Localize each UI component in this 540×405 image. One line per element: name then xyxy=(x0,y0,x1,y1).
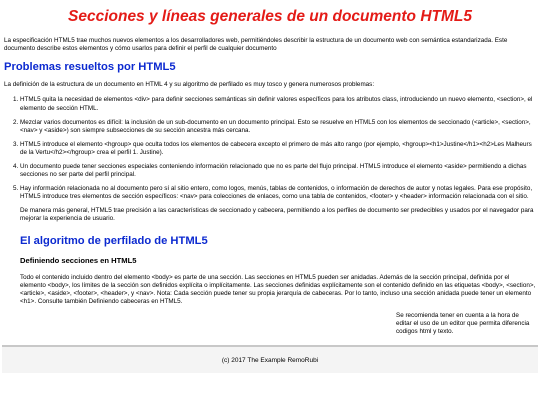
page-footer xyxy=(2,345,538,373)
list-item: 1. HTML5 quita la necesidad de elementos <div> para definir secciones semánticas sin definir valores específicos para los atributos class, introduciendo un nuevo elemento, <section>, el elemento de sección HTML. xyxy=(20,96,536,112)
list-item: 5. Hay información relacionada no al documento pero sí al sitio entero, como logos, menús, tablas de contenidos, o información de derechos de autor y notas legales. Para ese propósito, HTML5 introduce tres elementos de sección específicos: <nav> para colecciones de enlaces, como una tabla de contenidos, <footer> y <header> información relacionada con el sitio. xyxy=(20,185,536,201)
algorithm-heading: El algoritmo de perfilado de HTML5 xyxy=(20,234,208,247)
page-title: Secciones y líneas generales de un documento HTML5 xyxy=(68,8,472,25)
problems-lead: La definición de la estructura de un documento en HTML 4 y su algoritmo de perfilado es muy tosco y genera numerosos problemas: xyxy=(4,81,375,89)
problems-summary: De manera más general, HTML5 trae precisión a las características de seccionado y cabecera, permitiendo a los perfiles de documento ser predecibles y usados por el navegador para mejorar la experiencia de usuario. xyxy=(20,207,534,223)
problems-section xyxy=(4,60,536,223)
editor-note-aside: Se recomienda tener en cuenta a la hora de editar el uso de un editor que permita diferencia codigos html y texto. xyxy=(396,312,530,335)
algorithm-subheading: Definiendo secciones en HTML5 xyxy=(20,255,137,265)
intro-paragraph: La especificación HTML5 trae muchos nuevos elementos a los desarrolladores web, permitiéndoles describir la estructura de un documento web con semántica estandarizada. Este documento describe estos elementos y cómo usarlos para definir el perfil de cualquier documento xyxy=(4,37,508,53)
problems-list xyxy=(4,96,536,201)
list-item: 2. Mezclar varios documentos es difícil: la inclusión de un sub-documento en un documento principal. Esto se resuelve en HTML5 con los elementos de seccionado (<article>, <section>, <nav> y <aside>) son siempre subsecciones de su sección ancestra más cercana. xyxy=(20,119,536,135)
list-item: 4. Un documento puede tener secciones especiales conteniendo información relacionado que no es parte del flujo principal. HTML5 introduce el elemento <aside> permitiendo a dichas secciones no ser parte del perfil principal. xyxy=(20,163,536,179)
list-item: 3. HTML5 introduce el elemento <hgroup> que oculta todos los elementos de cabecera excepto el primero de más alto rango (por ejemplo, <hgroup><h1>Justine</h1><h2>Les Malheurs de la Vertu</h2></hgroup> crea el perfil 1. Justine). xyxy=(20,141,536,157)
problems-heading: Problemas resueltos por HTML5 xyxy=(4,61,176,74)
copyright-text: (c) 2017 The Example RemoRubi xyxy=(221,357,319,364)
algorithm-paragraph: Todo el contenido incluido dentro del elemento <body> es parte de una sección. Las secciones en HTML5 pueden ser anidadas. Además de la sección principal, definida por el elemento <body>, los límites de la sección son definidos explícita o implícitamente. Las secciones definidas explícitamente son el contenido definido en las etiquetas <body>, <section>, <article>, <aside>, <footer>, <header>, y <nav>. Nota: Cada sección puede tener su propia jerarquía de cabeceras. Por lo tanto, incluso una sección anidada puede tener un elemento <h1>. Consulte también Definiendo cabeceras en HTML5. xyxy=(20,273,536,305)
algorithm-section xyxy=(4,234,536,306)
